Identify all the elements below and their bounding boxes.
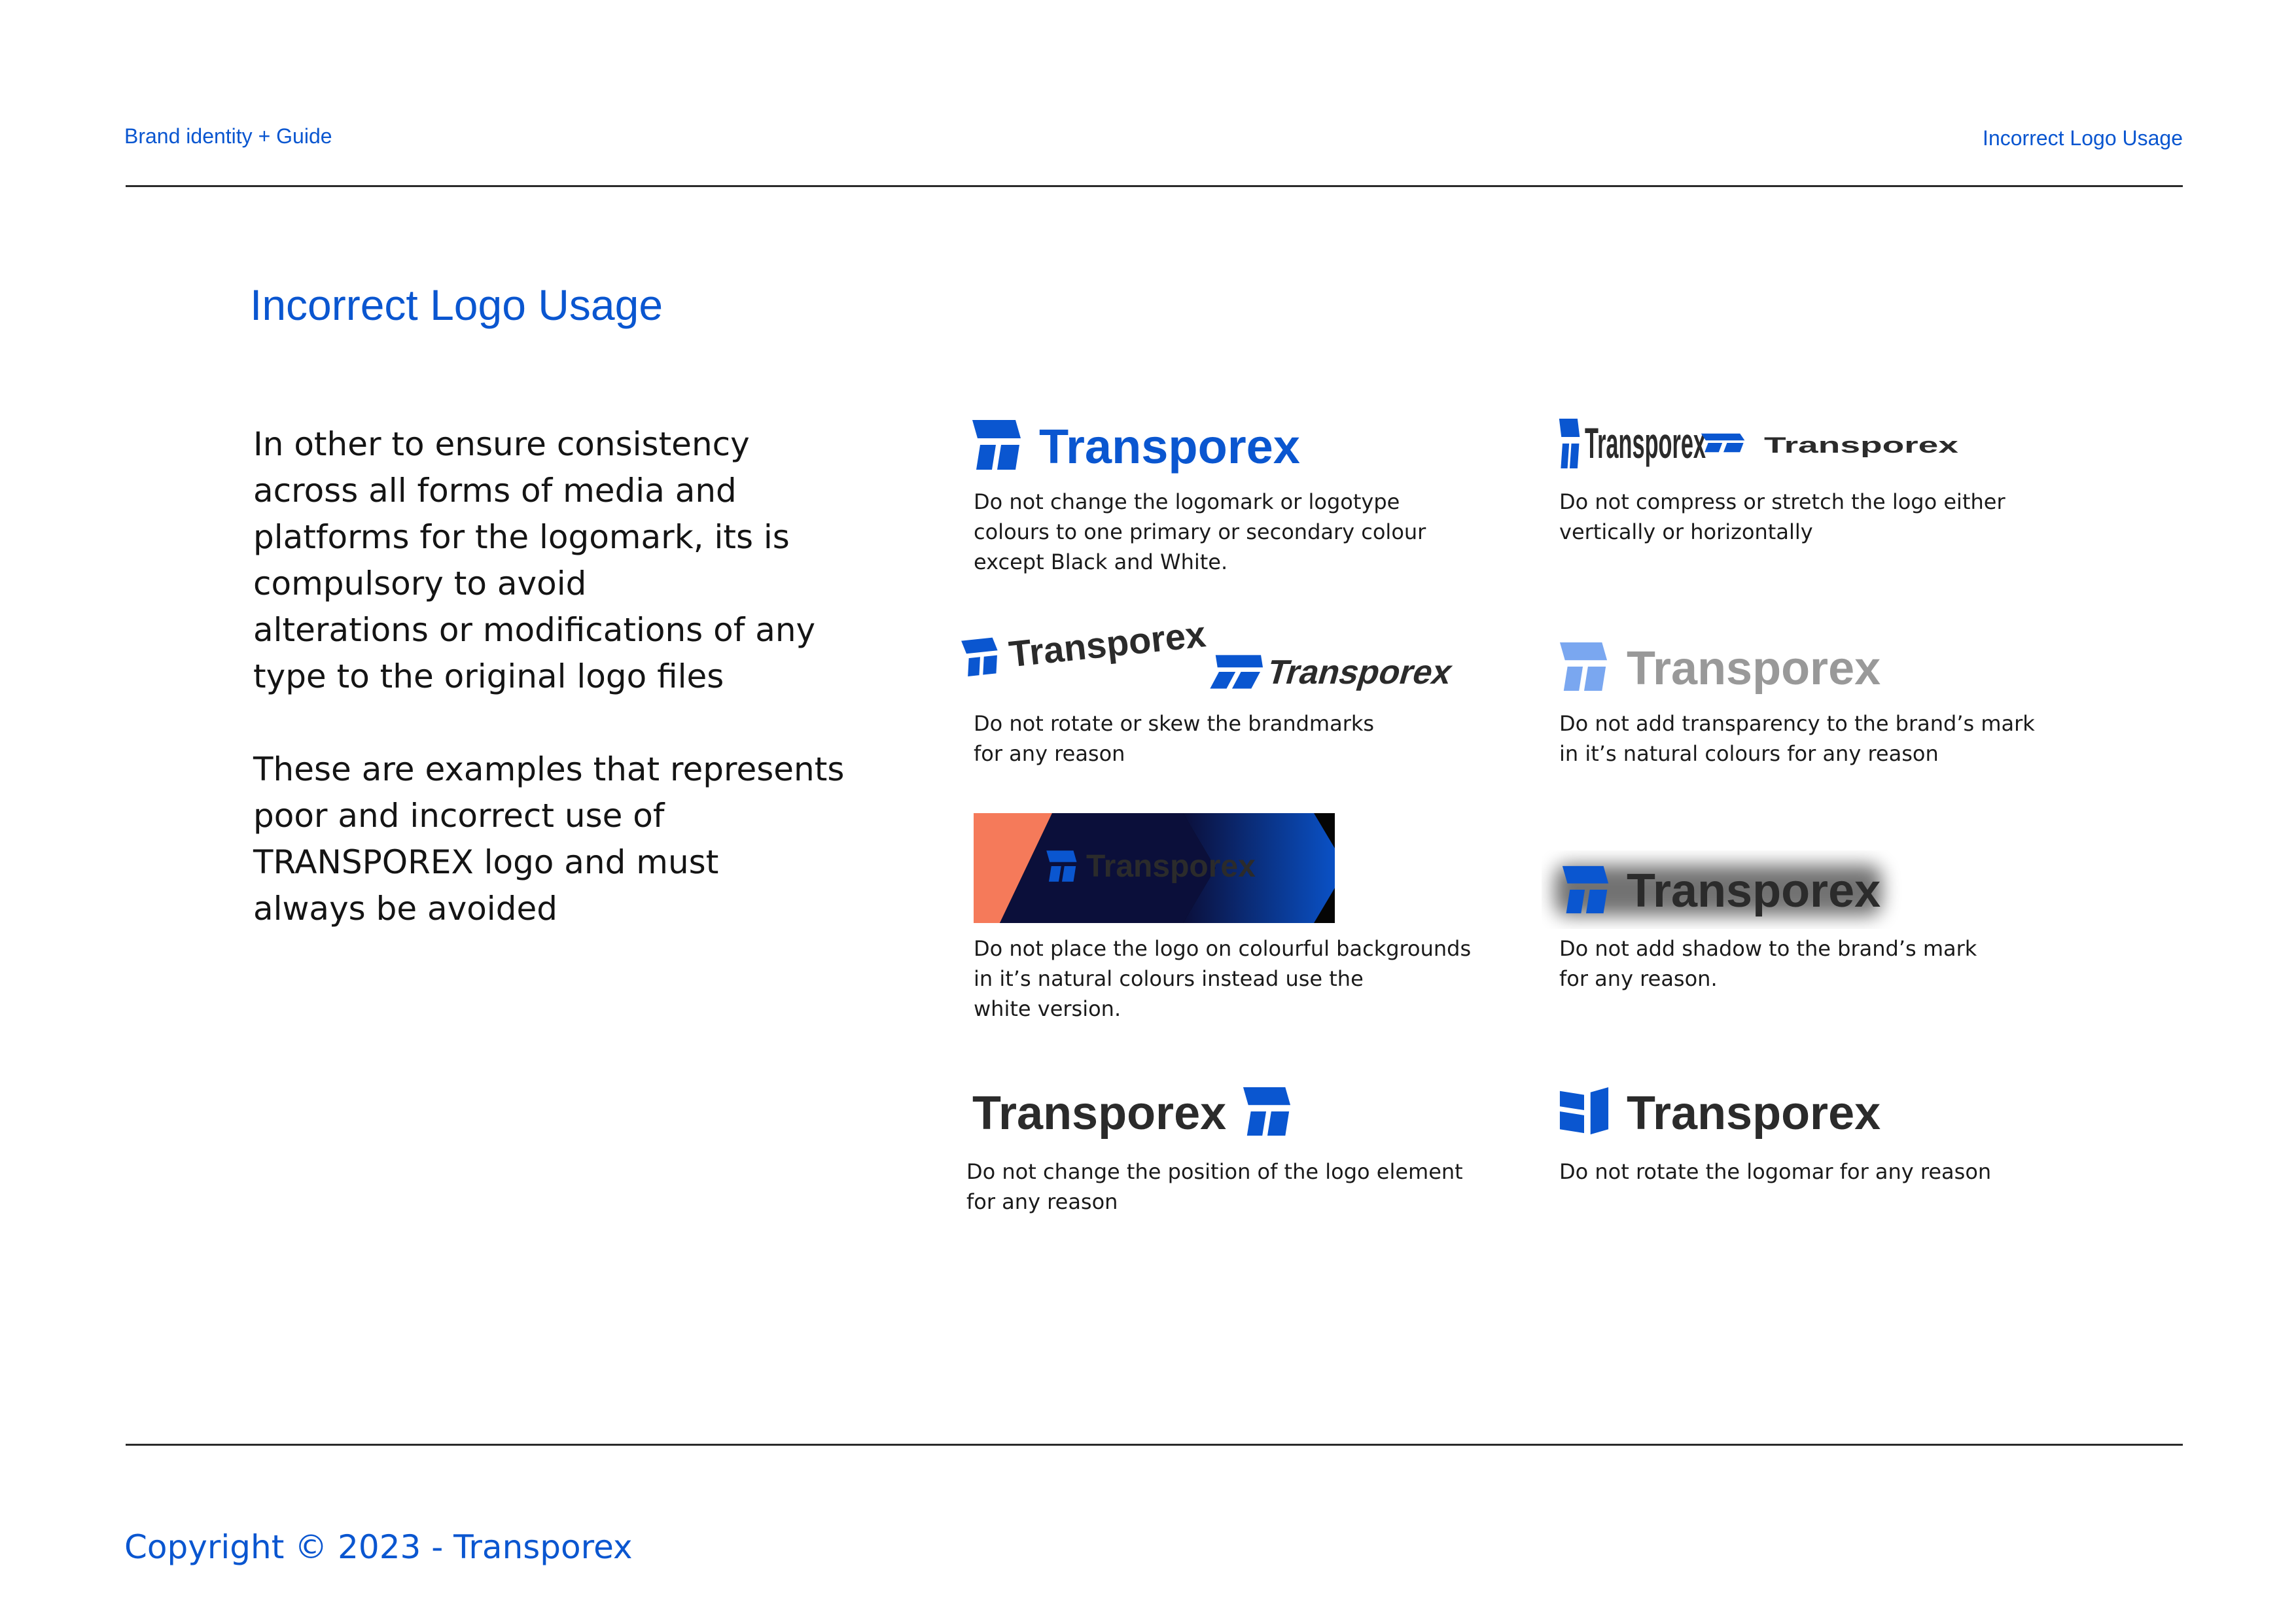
example-caption-6: Do not add shadow to the brand’s mark for any reason. [1559,936,1977,991]
example-caption-1: Do not change the logomark or logotype colours to one primary or secondary colour except Black and White. [974,489,1426,574]
example-rotated-mark-logo [1559,1086,1899,1141]
example-colourful-background [974,813,1335,923]
logo-wordmark: Transporex [972,1087,1227,1140]
example-stretched-logo [1559,417,2017,472]
header-brand-guide: Brand identity + Guide [124,124,332,148]
logo-wordmark-on-background: Transporex [1086,849,1256,884]
page-title: Incorrect Logo Usage [250,281,663,329]
logo-wordmark: Transporex [1627,1087,1881,1140]
example-caption-3: Do not rotate or skew the brandmarks for any reason [974,711,1375,766]
logo-wordmark-skewed: Transporex [1262,654,1457,691]
logo-wordmark-stretched: Transporex [1764,433,1958,458]
logo-wordmark-compressed: Transporex [1585,419,1706,467]
logo-wordmark: Transporex [1039,419,1300,474]
transporex-mark-icon [1242,1086,1293,1137]
intro-paragraph-2: These are examples that represents poor and incorrect use of TRANSPOREX logo and must always be avoided [253,750,845,928]
example-rotated-skewed-logo [964,613,1462,700]
transporex-mark-icon [971,419,1023,471]
transporex-mark-icon [1700,433,1747,453]
logo-wordmark-shadowed: Transporex [1627,865,1881,917]
transporex-mark-icon [1559,1086,1610,1137]
example-caption-7: Do not change the position of the logo element for any reason [966,1159,1463,1214]
transporex-mark-icon [1559,641,1610,692]
example-position-changed-logo [972,1086,1326,1141]
transporex-mark-icon [1205,654,1269,689]
example-transparency-logo [1559,641,1899,696]
transporex-mark-icon [1559,417,1581,470]
intro-paragraph-1: In other to ensure consistency across all forms of media and platforms for the logomark, its is compulsory to avoid alterations or modifications of any type to the original logo files [253,425,816,695]
example-caption-2: Do not compress or stretch the logo either vertically or horizontally [1559,489,2005,544]
header-section-title: Incorrect Logo Usage [1983,126,2183,150]
example-wrong-colour-logo [971,417,1311,472]
intro-text [253,421,908,932]
footer-copyright: Copyright © 2023 - Transporex [124,1528,633,1566]
logo-wordmark-rotated: Transporex [1006,613,1208,675]
logo-wordmark-faded: Transporex [1627,642,1881,695]
transporex-mark-icon [1561,865,1611,915]
example-caption-5: Do not place the logo on colourful backgrounds in it’s natural colours instead use the white version. [974,936,1472,1021]
transporex-mark-icon [1046,850,1078,882]
header-divider [126,185,2183,187]
example-caption-4: Do not add transparency to the brand’s mark in it’s natural colours for any reason [1559,711,2035,766]
example-caption-8: Do not rotate the logomar for any reason [1559,1159,1992,1184]
footer-divider [126,1444,2183,1446]
transporex-mark-icon [961,636,1002,678]
example-shadow-logo [1555,857,1908,922]
